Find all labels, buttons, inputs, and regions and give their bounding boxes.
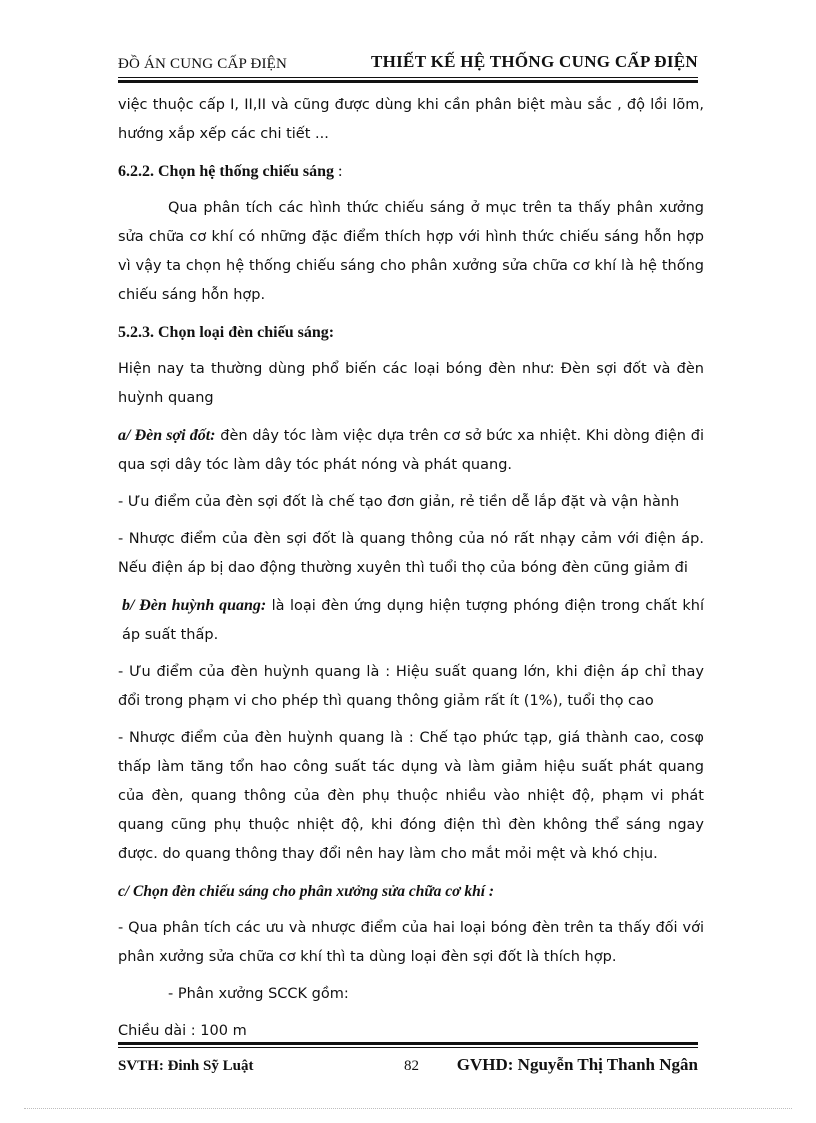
footer-advisor: GVHD: Nguyễn Thị Thanh Ngân: [456, 1055, 698, 1074]
page-bottom-edge: [24, 1108, 792, 1109]
heading-colon: :: [334, 163, 343, 180]
header-project-title: THIẾT KẾ HỆ THỐNG CUNG CẤP ĐIỆN: [370, 52, 698, 71]
page-body: [118, 91, 704, 1054]
paragraph-lamp-types: Hiện nay ta thường dùng phổ biến các loại bóng đèn như: Đèn sợi đốt và đèn huỳnh quang: [118, 361, 704, 406]
incandescent-disadvantages: - Nhược điểm của đèn sợi đốt là quang thông của nó rất nhạy cảm với điện áp. Nếu điện áp bị dao động thường xuyên thì tuổi thọ của bóng đèn cũng giảm đi: [118, 531, 704, 576]
paragraph-lamp-selection: - Qua phân tích các ưu và nhược điểm của hai loại bóng đèn trên ta thấy đối với phân xưởng sửa chữa cơ khí thì ta dùng loại đèn sợi đốt là thích hợp.: [118, 920, 704, 965]
fluorescent-advantages: - Ưu điểm của đèn huỳnh quang là : Hiệu suất quang lớn, khi điện áp chỉ thay đổi trong phạm vi cho phép thì quang thông giảm rất ít (1%), tuổi thọ cao: [118, 664, 704, 709]
incandescent-text: đèn dây tóc làm việc dựa trên cơ sở bức xa nhiệt. Khi dòng điện đi qua sợi dây tóc làm dây tóc phát nóng và phát quang.: [118, 428, 704, 473]
page-number: 82: [404, 1058, 419, 1074]
paragraph-continuation: việc thuộc cấp I, II,II và cũng được dùng khi cần phân biệt màu sắc , độ lồi lõm, hướng xắp xếp các chi tiết ...: [118, 97, 704, 142]
paragraph-incandescent: [118, 421, 704, 480]
header-rule-thick: [118, 80, 698, 83]
header-rule-thin: [118, 77, 698, 78]
fluorescent-text: là loại đèn ứng dụng hiện tượng phóng điện trong chất khí áp suất thấp.: [122, 598, 704, 643]
page-header: [118, 52, 698, 76]
section-heading-5-2-3: 5.2.3. Chọn loại đèn chiếu sáng:: [118, 324, 335, 341]
incandescent-lead: a/ Đèn sợi đốt:: [118, 427, 216, 444]
footer-student: SVTH: Đinh Sỹ Luật: [118, 1058, 254, 1074]
footer-rule-thick: [118, 1042, 698, 1045]
paragraph-lighting-system: Qua phân tích các hình thức chiếu sáng ở mục trên ta thấy phân xưởng sửa chữa cơ khí có những đặc điểm thích hợp với hình thức chiếu sáng hỗn hợp vì vậy ta chọn hệ thống chiếu sáng cho phân xưởng sửa chữa cơ khí là hệ thống chiếu sáng hỗn hợp.: [118, 200, 704, 303]
workshop-includes: - Phân xưởng SCCK gồm:: [168, 986, 349, 1002]
heading-text: 6.2.2. Chọn hệ thống chiếu sáng: [118, 163, 335, 180]
footer-rule-thin: [118, 1047, 698, 1048]
fluorescent-lead: b/ Đèn huỳnh quang:: [122, 597, 267, 614]
incandescent-advantages: - Ưu điểm của đèn sợi đốt là chế tạo đơn giản, rẻ tiền dễ lắp đặt và vận hành: [118, 494, 680, 510]
subheading-lamp-selection: c/ Chọn đèn chiếu sáng cho phân xưởng sửa chữa cơ khí :: [118, 883, 495, 900]
workshop-length: Chiều dài : 100 m: [118, 1023, 247, 1039]
fluorescent-disadvantages: - Nhược điểm của đèn huỳnh quang là : Chế tạo phức tạp, giá thành cao, cosφ thấp làm tăng tổn hao công suất tác dụng và làm giảm hiệu suất phát quang của đèn, quang thông của đèn phụ thuộc nhiều vào nhiệt độ, phạm vi phát quang cũng phụ thuộc nhiệt độ, khi đóng điện thì đèn không thể sáng ngay được. do quang thông thay đổi nên hay làm cho mắt mỏi mệt và khó chịu.: [118, 730, 704, 862]
header-course-title: ĐỒ ÁN CUNG CẤP ĐIỆN: [118, 56, 288, 72]
paragraph-fluorescent: [118, 591, 704, 650]
section-heading-6-2-2: [118, 157, 704, 186]
page-footer: [118, 1055, 698, 1079]
